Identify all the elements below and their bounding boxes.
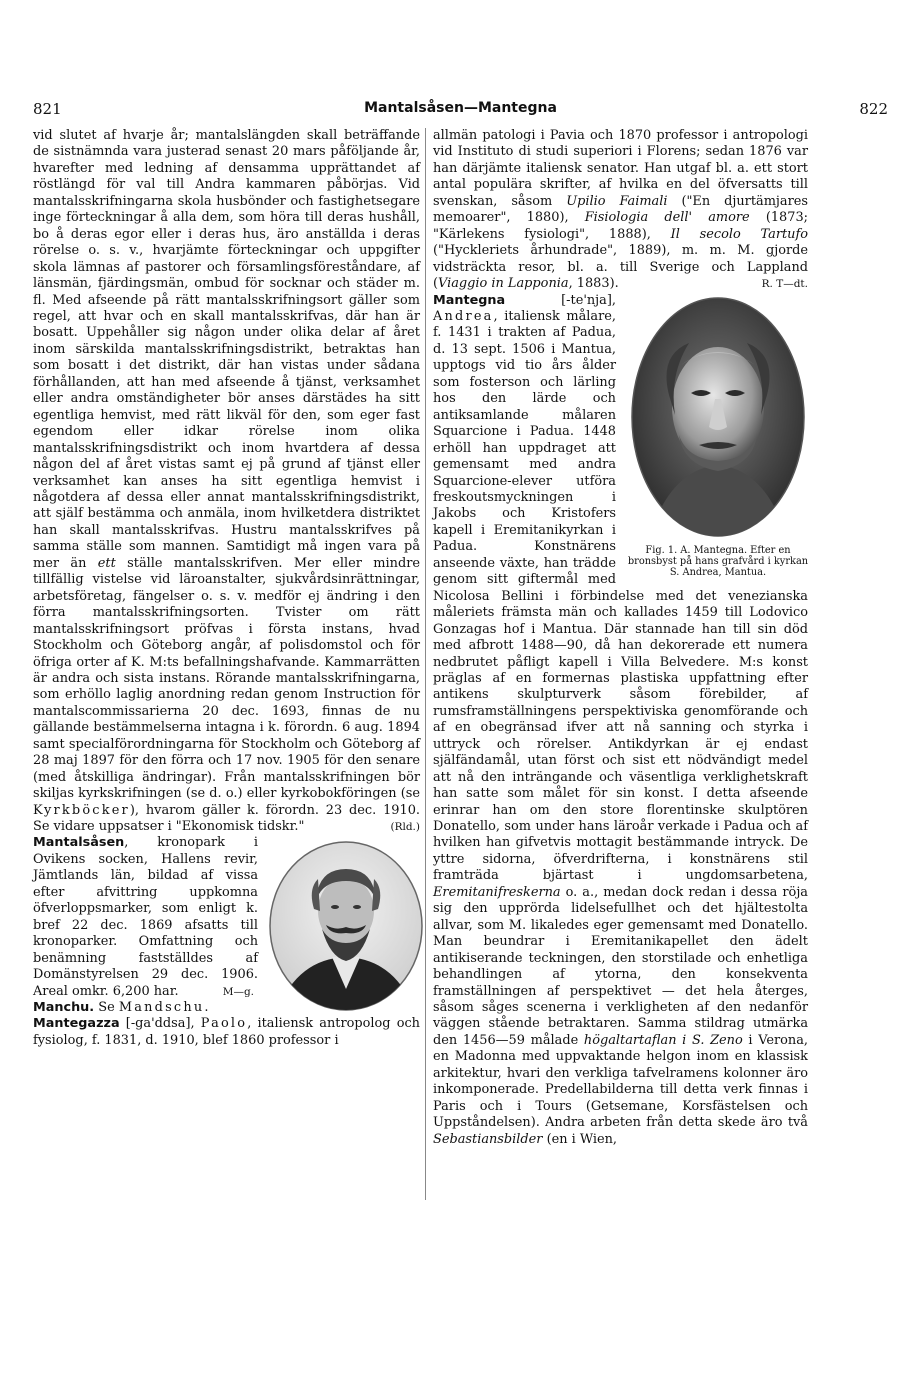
signature: (Rld.) bbox=[390, 821, 420, 834]
cross-reference[interactable]: Mandschu bbox=[118, 1000, 205, 1016]
entry-mantegna: Mantegna [-te'nja], Andrea, italiensk målare, f. 1431 i trakten af Padua, d. 13 sept. 1506 i Mantua, upptogs vid tio års ålder som fosterson och lärling hos den lärde och antiksamlande målaren Squarcione i Padua. 1448 erhöll han uppdraget att gemensamt med andra Squarcione-elever utföra freskoutsmyckningen i Jakobs och Kristofers kapell i Eremitanikyrkan i Padua. Konstnärens anseende växte, han trädde genom sitt giftermål med Nicolosa Bellini i förbindelse med det venezianska måleriets främsta män och kallades 1459 till Lodovico Gonzagas hof i Mantua. Där stannade han till sin död med afbrott 1488—90, då han dekorerade ett numera nedbrutet påfligt kapell i Villa Belvedere. M:s konst präglas af en formernas plastiska uppfattning efter antikens skulpturverk såsom förebilder, af rumsframställningens perspektiviska genomförande och af en obegränsad ifver att nå sanning och styrka i uttryck och rörelser. Antikdyrkan är ej endast själfändamål, utan först och sist ett nödvändigt medel att nå den inträngande och väsentliga verklighetskraft han satte som målet för sin konst. I detta afseende erinrar han om den store florentinske skulptören Donatello, som under hans läroår verkade i Padua och af hvilken han gifvetvis mottagit bestämmande intryck. De yttre sidorna, öfverdrifterna, i konstnärens stil framträda bjärtast i ungdomsarbetena, Eremitanifreskerna o. a., medan dock redan i dessa röja sig den upprörda lidelsefullhet och det hjältestolta allvar, som M. likaledes eger gemensamt med Donatello. Man beundrar i Eremitanikapellet den ädelt antikiserande teckningen, den storstilade och enhetliga behandlingen af ytorna, den konsekventa framställningen af perspektivet — det hela återges, såsom såges scenerna i verkligheten af den nedanför väggen stående betraktaren. Samma stildrag utmärka den 1456—59 målade högaltartaflan i S. Zeno i Verona, en Madonna med uppvaktande helgon inom en klassisk arkitektur, hvari den verkliga tafvelramens kolonner äro inkomponerade. Predellabilderna till detta verk finnas i Paris och i Tours (Getsemane, Korsfästelsen och Uppståndelsen). Andra arbeten från detta skede äro två Sebastiansbilder (en i Wien, bbox=[433, 292, 808, 1147]
signature: R. T—dt. bbox=[761, 278, 808, 291]
entry-manchu: Manchu. Se Mandschu. bbox=[33, 1000, 209, 1016]
entry-mantalslangd-continuation: vid slutet af hvarje år; mantalslängden skall beträffande de sistnämnda vara justerad senast 20 mars påföljande år, hvarefter med ledning af densamma upprättandet af röstlängd för val till Andra kammaren påbörjas. Vid mantalsskrifningarna skola husbönder och fastighetsegare inge förteckningar å alla dem, som höra till deras hushåll, bo å deras egor eller i deras hus, äro anställda i deras rörelse o. s. v., hvarjämte förteckningar och uppgifter skola lämnas af pastorer och församlingsföreståndare, af länsmän, fjärdingsmän, ombud för socknar och städer m. fl. Med afseende på rätt mantalsskrifningsort gäller som regel, att hvar och en skall mantalsskrifvas, där han är bosatt. Uppehåller sig någon under olika delar af året inom särskilda mantalsskrifningsdistrikt, betraktas han som bosatt i det distrikt, där han vistas under sådana förhållanden, att han med afseende å tjänst, verksamhet eller andra omständigheter bör anses därstädes ha sitt egentliga hemvist, med rätt likväl för den, som eger fast egendom eller idkar rörelse inom olika mantalsskrifningsdistrikt och inom hvartdera af dessa någon del af året vistas samt ej på grund af tjänst eller verksamhet kan anses ha sitt egentliga hemvist i någotdera af dessa eller annat mantalsskrifningsdistrikt, att själf bestämma och anmäla, inom hvilketdera distriktet han skall mantalsskrifvas. Hustru mantalsskrifves på samma ställe som mannen. Samtidigt må ingen vara på mer än ett ställe mantalsskrifven. Mer eller mindre tillfällig vistelse vid läroanstalter, sjukvårdsinrättningar, arbetsföretag, fängelser o. s. v. medför ej ändring i den förra mantalsskrifningsorten. Tvister om rätt mantalsskrifningsort pröfvas i första instans, hvad Stockholm och Göteborg angår, af polisdomstol och för öfriga orter af K. M:ts befallningshafvande. Kammarrätten är andra och sista instans. Rörande mantalsskrifningarna, som erhöllo laglig anordning redan genom Instruction för mantalscommissarierna 20 dec. 1693, finnas de nu gällande bestämmelserna intagna i k. förordn. 6 aug. 1894 samt specialförordningarna för Stockholm och Göteborg af 28 maj 1897 för den förra och 17 nov. 1905 för den senare (med åtskilliga ändringar). Från mantalsskrifningen bör skiljas kyrkskrifningen (se d. o.) eller kyrkobokföringen (se Kyrkböcker), hvarom gäller k. förordn. 23 dec. 1910. Se vidare uppsatser i "Ekonomisk tidskr." (Rld.) bbox=[33, 128, 420, 835]
figure-caption: Fig. 1. A. Mantegna. Efter en bronsbyst på hans grafvård i kyrkan S. Andrea, Mantua. bbox=[627, 544, 809, 578]
headword: Manchu. bbox=[33, 1000, 95, 1016]
column-divider bbox=[425, 128, 426, 1200]
portrait-mantegazza bbox=[266, 839, 426, 1014]
headword: Mantalsåsen bbox=[33, 835, 125, 851]
page-number-left: 821 bbox=[33, 100, 62, 118]
signature: M—g. bbox=[222, 985, 254, 998]
entry-mantalsasen: Mantalsåsen, kronopark i Ovikens socken, Hallens revir, Jämtlands län, bildad af vissa efter afvittring uppkomna öfverloppsmarker, som enligt k. bref 22 dec. 1869 afsatts till kronoparker. Omfattning och benämning fastställdes af Domänstyrelsen 29 dec. 1906. Areal omkr. 6,200 har. M—g. bbox=[33, 835, 258, 999]
entry-mantegazza-continuation: allmän patologi i Pavia och 1870 professor i antropologi vid Instituto di studi superiori i Florens; sedan 1876 var han därjämte italiensk senator. Han utgaf bl. a. ett stort antal populära skrifter, af hvilka en del öfversatts till svenskan, såsom Upilio Faimali ("En djurtämjares memoarer", 1880), Fisiologia dell' amore (1873; "Kärlekens fysiologi", 1888), Il secolo Tartufo ("Hyckleriets århundrade", 1889), m. m. M. gjorde vidsträckta resor, bl. a. till Sverige och Lappland (Viaggio in Lapponia, 1883). R. T—dt. bbox=[433, 128, 809, 292]
mantegazza-photo-icon bbox=[266, 839, 426, 1014]
page-header bbox=[33, 100, 888, 122]
right-column bbox=[433, 128, 808, 1148]
page-number-right: 822 bbox=[859, 100, 888, 118]
figure-mantegna-bust bbox=[622, 295, 814, 578]
headword: Mantegna bbox=[433, 292, 506, 308]
entry-mantegazza: Mantegazza [-ga'ddsa], Paolo, italiensk antropolog och fysiolog, f. 1831, d. 1910, blef 1860 professor i bbox=[33, 1016, 420, 1048]
headword: Mantegazza bbox=[33, 1016, 120, 1032]
bronze-bust-photo-icon bbox=[629, 295, 807, 539]
running-title: Mantalsåsen—Mantegna bbox=[364, 100, 557, 116]
left-column bbox=[33, 128, 420, 1049]
